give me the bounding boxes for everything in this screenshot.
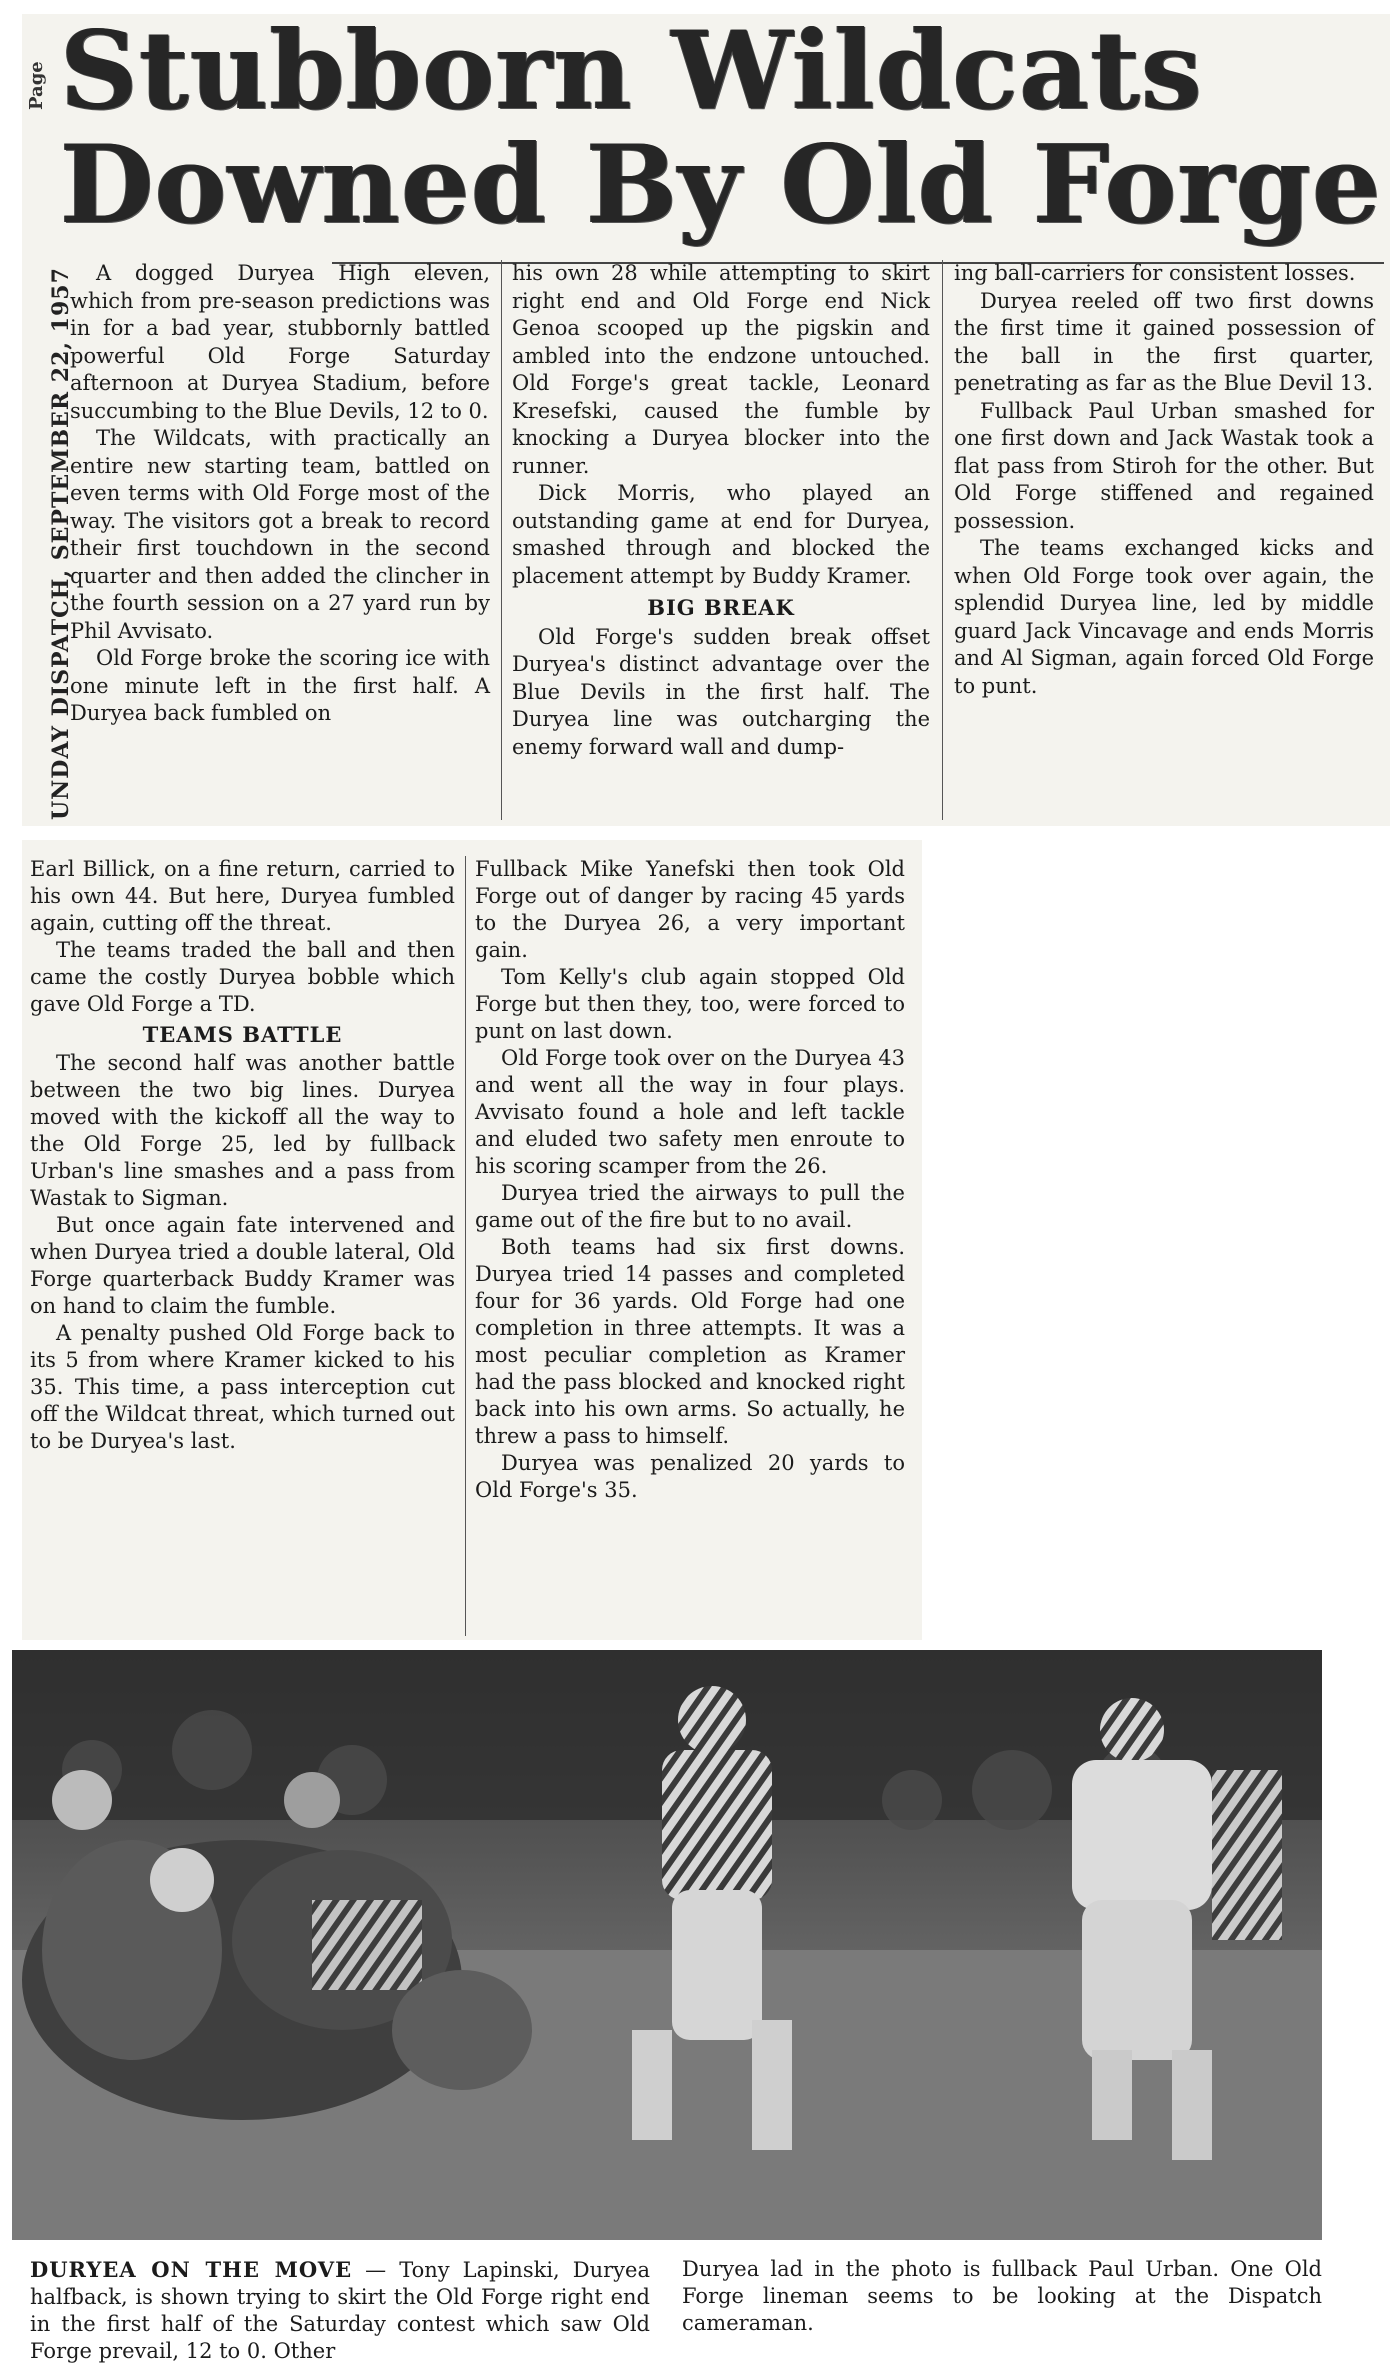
paragraph: Duryea reeled off two first downs the first time it gained possession of the ball in the first quarter, penetrating as far as the Blue Devil 13. — [954, 288, 1374, 395]
page-mark: Page — [26, 61, 47, 110]
paragraph: Fullback Paul Urban smashed for one first down and Jack Wastak took a flat pass from Stiroh for the other. But Old Forge stiffened and regained possession. — [954, 398, 1374, 533]
dateline-vertical — [18, 60, 74, 820]
paragraph: Tom Kelly's club again stopped Old Forge but then they, too, were forced to punt on last down. — [475, 965, 905, 1043]
paragraph: The teams exchanged kicks and when Old Forge took over again, the splendid Duryea line, led by middle guard Jack Vincavage and ends Morris and Al Sigman, again forced Old Forge to punt. — [954, 536, 1374, 698]
article-column-3 — [954, 260, 1374, 700]
caption-lead: DURYEA ON THE MOVE — [30, 2257, 353, 2282]
article-column-5 — [475, 856, 905, 1504]
paragraph: The teams traded the ball and then came the costly Duryea bobble which gave Old Forge a TD. — [30, 938, 455, 1016]
paragraph: ing ball-carriers for consistent losses. — [954, 261, 1356, 285]
article-column-2 — [512, 260, 930, 761]
caption-text-left: — Tony Lapinski, Duryea halfback, is shown trying to skirt the Old Forge right end in the first half of the Saturday contest which saw Old Forge prevail, 12 to 0. Other — [30, 2258, 650, 2363]
article-column-4 — [30, 856, 455, 1455]
photo-caption-left — [30, 2256, 650, 2365]
paragraph: Old Forge took over on the Duryea 43 and went all the way in four plays. Avvisato found a hole and left tackle and eluded two safety men enroute to his scoring scamper from the 26. — [475, 1046, 905, 1178]
headline — [60, 8, 1382, 248]
caption-text-right: Duryea lad in the photo is fullback Paul Urban. One Old Forge lineman seems to be looking at the Dispatch cameraman. — [682, 2257, 1322, 2335]
dateline-text: UNDAY DISPATCH, SEPTEMBER 22, 1957 — [48, 267, 74, 820]
paragraph: Old Forge's sudden break offset Duryea's distinct advantage over the Blue Devils in the first half. The Duryea line was outcharging the enemy forward wall and dump- — [512, 624, 930, 759]
paragraph: Fullback Mike Yanefski then took Old Forge out of danger by racing 45 yards to the Duryea 26, a very important gain. — [475, 857, 905, 962]
article-column-1 — [70, 260, 490, 728]
paragraph: A penalty pushed Old Forge back to its 5 from where Kramer kicked to his 35. This time, a pass interception cut off the Wildcat threat, which turned out to be Duryea's last. — [30, 1321, 455, 1453]
football-photo — [12, 1650, 1322, 2240]
paragraph: Dick Morris, who played an outstanding game at end for Duryea, smashed through and blocked the placement attempt by Buddy Kramer. — [512, 481, 930, 588]
paragraph: The second half was another battle between the two big lines. Duryea moved with the kickoff all the way to the Old Forge 25, led by fullback Urban's line smashes and a pass from Wastak to Sigman. — [30, 1051, 455, 1210]
paragraph: his own 28 while attempting to skirt right end and Old Forge end Nick Genoa scooped up the pigskin and ambled into the endzone untouched. Old Forge's great tackle, Leonard Kresefski, caused the fumble by knocking a Duryea blocker into the runner. — [512, 261, 930, 478]
headline-line-1: Stubborn Wildcats — [60, 8, 1203, 134]
paragraph: Duryea was penalized 20 yards to Old Forge's 35. — [475, 1451, 905, 1502]
column-rule — [501, 260, 502, 820]
paragraph: A dogged Duryea High eleven, which from pre-season predictions was in for a bad year, stubbornly battled powerful Old Forge Saturday afternoon at Duryea Stadium, before succumbing to the Blue Devils, 12 to 0. — [70, 261, 490, 423]
photo-caption-right — [682, 2256, 1322, 2337]
paragraph: The Wildcats, with practically an entire new starting team, battled on even terms with Old Forge most of the way. The visitors got a break to record their first touchdown in the second quarter and then added the clincher in the fourth session on a 27 yard run by Phil Avvisato. — [70, 426, 490, 643]
paragraph: Earl Billick, on a fine return, carried to his own 44. But here, Duryea fumbled again, cutting off the threat. — [30, 857, 455, 935]
column-rule — [942, 260, 943, 820]
photo-illustration — [12, 1650, 1322, 2240]
subhead-teams-battle: TEAMS BATTLE — [142, 1022, 343, 1047]
paragraph: Both teams had six first downs. Duryea tried 14 passes and completed four for 36 yards. Old Forge had one completion in three attempts. It was a most peculiar completion as Kramer had the pass blocked and knocked right back into his own arms. So actually, he threw a pass to himself. — [475, 1235, 905, 1448]
subhead-big-break: BIG BREAK — [647, 595, 795, 620]
top-columns — [70, 260, 1380, 820]
paragraph: Duryea tried the airways to pull the game out of the fire but to no avail. — [475, 1181, 905, 1232]
paragraph: But once again fate intervened and when Duryea tried a double lateral, Old Forge quarterback Buddy Kramer was on hand to claim the fumble. — [30, 1213, 455, 1318]
paragraph: Old Forge broke the scoring ice with one minute left in the first half. A Duryea back fumbled on — [70, 646, 490, 725]
column-rule — [465, 856, 466, 1636]
headline-line-2: Downed By Old Forge — [60, 122, 1382, 248]
